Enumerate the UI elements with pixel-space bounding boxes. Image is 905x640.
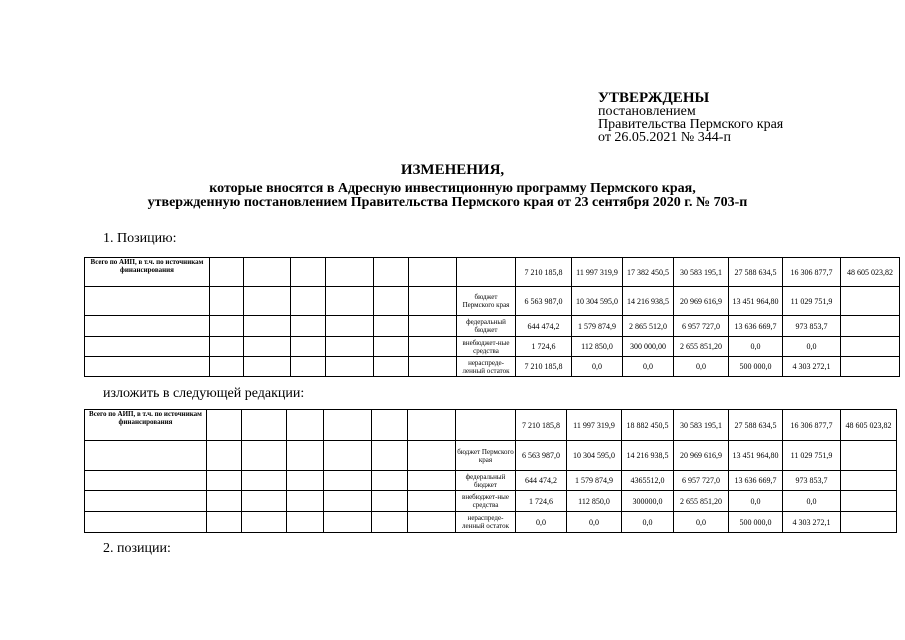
section-2-label: 2. позиции: bbox=[103, 541, 171, 556]
table-old bbox=[84, 257, 900, 377]
table-cell: 300 000,00 bbox=[623, 337, 674, 357]
table-cell: 2 655 851,20 bbox=[674, 337, 729, 357]
table-cell: 11 029 751,9 bbox=[783, 441, 841, 471]
table-row bbox=[85, 357, 900, 377]
table-row bbox=[85, 471, 897, 491]
table-cell: 300000,0 bbox=[622, 491, 674, 512]
table-cell: 6 957 727,0 bbox=[674, 471, 729, 491]
table-cell: 7 210 185,8 bbox=[516, 410, 567, 441]
document-title: ИЗМЕНЕНИЯ, bbox=[400, 162, 505, 178]
table-cell: 20 969 616,9 bbox=[674, 441, 729, 471]
table-cell: 6 563 987,0 bbox=[516, 441, 567, 471]
table-cell: 0,0 bbox=[622, 512, 674, 533]
table-cell: 500 000,0 bbox=[729, 512, 783, 533]
table-cell: 7 210 185,8 bbox=[516, 357, 572, 377]
table-cell: 30 583 195,1 bbox=[674, 258, 729, 287]
table-cell: 7 210 185,8 bbox=[516, 258, 572, 287]
source-label: бюджет Пермского края bbox=[457, 287, 516, 316]
table-cell: 13 451 964,80 bbox=[729, 441, 783, 471]
table-cell: 1 579 874,9 bbox=[572, 316, 623, 337]
source-label: федеральный бюджет bbox=[457, 316, 516, 337]
table-cell: 0,0 bbox=[567, 512, 622, 533]
table-cell: 112 850,0 bbox=[572, 337, 623, 357]
source-label: бюджет Пермского края bbox=[456, 441, 516, 471]
table-cell: 18 882 450,5 bbox=[622, 410, 674, 441]
table-cell: 0,0 bbox=[674, 357, 729, 377]
table-cell: 1 724,6 bbox=[516, 337, 572, 357]
table-cell: 16 306 877,7 bbox=[783, 410, 841, 441]
table-cell: 10 304 595,0 bbox=[567, 441, 622, 471]
table-cell: 4365512,0 bbox=[622, 471, 674, 491]
table-cell: 0,0 bbox=[729, 337, 783, 357]
section-1-label: 1. Позицию: bbox=[103, 231, 177, 246]
table-cell: 0,0 bbox=[623, 357, 674, 377]
table-cell: 4 303 272,1 bbox=[783, 512, 841, 533]
table-row bbox=[85, 287, 900, 316]
table-row bbox=[85, 316, 900, 337]
table-cell: 112 850,0 bbox=[567, 491, 622, 512]
table-cell: 0,0 bbox=[674, 512, 729, 533]
approval-line-2: Правительства Пермского края bbox=[598, 117, 784, 132]
table-cell: 0,0 bbox=[572, 357, 623, 377]
approval-heading: УТВЕРЖДЕНЫ bbox=[598, 90, 710, 106]
subtitle-line-2: утвержденную постановлением Правительства Пермского края от 23 сентября 2020 г. № 703-п bbox=[147, 195, 748, 210]
approval-line-3: от 26.05.2021 № 344-п bbox=[598, 130, 731, 145]
table-cell: 20 969 616,9 bbox=[674, 287, 729, 316]
table-cell: 973 853,7 bbox=[783, 316, 841, 337]
table-cell: 14 216 938,5 bbox=[622, 441, 674, 471]
table-cell: 16 306 877,7 bbox=[783, 258, 841, 287]
table-cell: 0,0 bbox=[516, 512, 567, 533]
table-cell: 973 853,7 bbox=[783, 471, 841, 491]
table-row bbox=[85, 512, 897, 533]
table-cell: 13 636 669,7 bbox=[729, 316, 783, 337]
table-cell: 4 303 272,1 bbox=[783, 357, 841, 377]
total-label: Всего по АИП, в т.ч. по источникам финансирования bbox=[85, 410, 207, 441]
table-cell: 48 605 023,82 bbox=[841, 258, 900, 287]
approval-line-1: постановлением bbox=[598, 104, 696, 119]
table-cell: 2 655 851,20 bbox=[674, 491, 729, 512]
table-new bbox=[84, 409, 897, 533]
table-cell: 0,0 bbox=[783, 491, 841, 512]
table-cell: 2 865 512,0 bbox=[623, 316, 674, 337]
table-cell: 13 451 964,80 bbox=[729, 287, 783, 316]
section-mid-label: изложить в следующей редакции: bbox=[103, 386, 305, 401]
document-subtitle bbox=[0, 182, 905, 210]
table-cell: 1 724,6 bbox=[516, 491, 567, 512]
table-cell: 0,0 bbox=[729, 491, 783, 512]
total-label: Всего по АИП, в т.ч. по источникам финансирования bbox=[85, 258, 210, 287]
table-cell: 1 579 874,9 bbox=[567, 471, 622, 491]
table-cell: 13 636 669,7 bbox=[729, 471, 783, 491]
table-cell: 11 029 751,9 bbox=[783, 287, 841, 316]
table-cell: 48 605 023,82 bbox=[841, 410, 897, 441]
approval-stamp bbox=[598, 92, 783, 144]
source-label: нераспреде-ленный остаток bbox=[456, 512, 516, 533]
table-cell: 644 474,2 bbox=[516, 471, 567, 491]
source-label: внебюджет-ные средства bbox=[457, 337, 516, 357]
table-cell: 17 382 450,5 bbox=[623, 258, 674, 287]
source-label: нераспреде-ленный остаток bbox=[457, 357, 516, 377]
table-cell: 10 304 595,0 bbox=[572, 287, 623, 316]
table-cell: 11 997 319,9 bbox=[567, 410, 622, 441]
table-cell: 6 957 727,0 bbox=[674, 316, 729, 337]
table-row bbox=[85, 337, 900, 357]
source-label: внебюджет-ные средства bbox=[456, 491, 516, 512]
source-label: федеральный бюджет bbox=[456, 471, 516, 491]
table-cell: 14 216 938,5 bbox=[623, 287, 674, 316]
table-row bbox=[85, 491, 897, 512]
table-cell: 30 583 195,1 bbox=[674, 410, 729, 441]
subtitle-line-1: которые вносятся в Адресную инвестиционную программу Пермского края, bbox=[209, 181, 696, 196]
table-cell: 6 563 987,0 bbox=[516, 287, 572, 316]
table-cell: 644 474,2 bbox=[516, 316, 572, 337]
table-row bbox=[85, 410, 897, 441]
table-row bbox=[85, 258, 900, 287]
table-cell: 11 997 319,9 bbox=[572, 258, 623, 287]
table-row bbox=[85, 441, 897, 471]
table-cell: 27 588 634,5 bbox=[729, 410, 783, 441]
table-cell: 27 588 634,5 bbox=[729, 258, 783, 287]
table-cell: 500 000,0 bbox=[729, 357, 783, 377]
table-cell: 0,0 bbox=[783, 337, 841, 357]
